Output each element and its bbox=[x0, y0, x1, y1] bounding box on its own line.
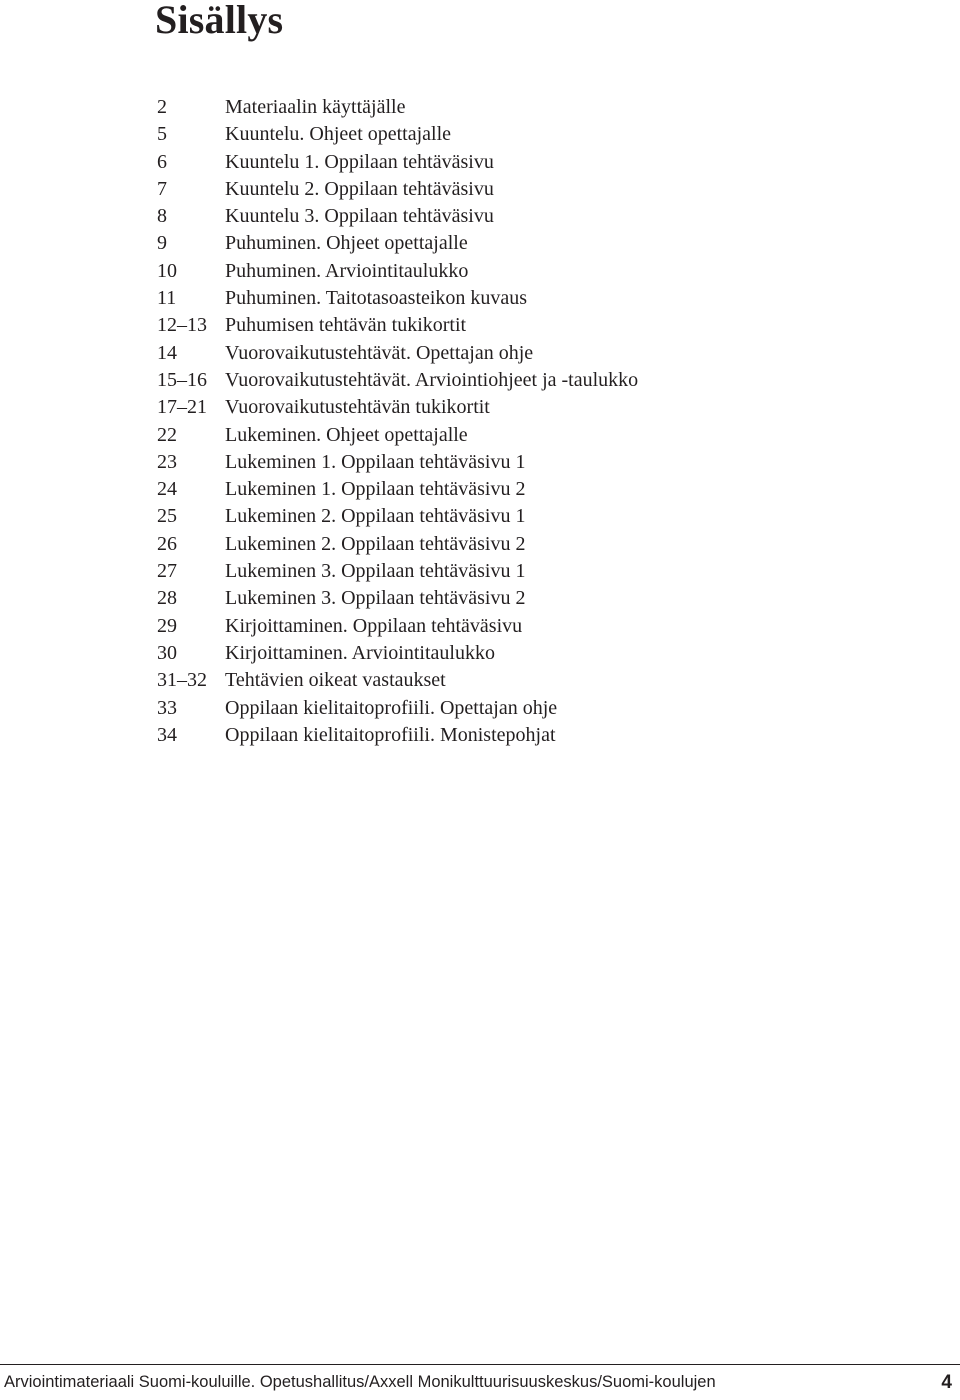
toc-entry bbox=[157, 367, 638, 394]
toc-entry-title: Kuuntelu 3. Oppilaan tehtäväsivu bbox=[225, 205, 494, 228]
toc-entry-title: Lukeminen 2. Oppilaan tehtäväsivu 1 bbox=[225, 505, 526, 528]
toc-entry bbox=[157, 558, 638, 585]
toc-entry-title: Vuorovaikutustehtävät. Opettajan ohje bbox=[225, 341, 534, 364]
toc-entry-title: Puhuminen. Ohjeet opettajalle bbox=[225, 232, 468, 255]
toc-page-number: 26 bbox=[157, 532, 177, 555]
toc-page-number: 6 bbox=[157, 150, 167, 173]
toc-page-number: 11 bbox=[157, 287, 177, 310]
toc-entry bbox=[157, 531, 638, 558]
toc-entry bbox=[157, 667, 638, 694]
toc-entry-title: Kuuntelu 1. Oppilaan tehtäväsivu bbox=[225, 150, 494, 173]
toc-entry-title: Lukeminen 1. Oppilaan tehtäväsivu 2 bbox=[225, 478, 526, 501]
toc-page-number: 30 bbox=[157, 641, 177, 664]
toc-page-number: 28 bbox=[157, 587, 177, 610]
toc-entry-title: Tehtävien oikeat vastaukset bbox=[225, 669, 446, 692]
toc-entry bbox=[157, 312, 638, 339]
toc-entry bbox=[157, 258, 638, 285]
toc-entry bbox=[157, 695, 638, 722]
toc-entry bbox=[157, 94, 638, 121]
toc-entry-title: Kuuntelu. Ohjeet opettajalle bbox=[225, 123, 452, 146]
toc-entry-title: Kirjoittaminen. Oppilaan tehtäväsivu bbox=[225, 614, 523, 637]
toc-entry bbox=[157, 503, 638, 530]
toc-entry bbox=[157, 149, 638, 176]
toc-page-number: 12–13 bbox=[157, 314, 207, 337]
toc-page-number: 15–16 bbox=[157, 368, 207, 391]
toc-entry-title: Materiaalin käyttäjälle bbox=[225, 96, 406, 118]
toc-page-number: 33 bbox=[157, 696, 177, 719]
toc-entry-title: Oppilaan kielitaitoprofiili. Monistepohjat bbox=[225, 723, 556, 746]
toc-page-number: 2 bbox=[157, 96, 167, 118]
toc-entry bbox=[157, 340, 638, 367]
toc-entry-title: Puhuminen. Taitotasoasteikon kuvaus bbox=[225, 287, 528, 310]
footer-text: Arviointimateriaali Suomi-kouluille. Opetushallitus/Axxell Monikulttuurisuuskeskus/Suomi-koulujen bbox=[4, 1373, 716, 1391]
toc-entry-title: Kirjoittaminen. Arviointitaulukko bbox=[225, 641, 495, 664]
table-of-contents bbox=[157, 94, 638, 749]
toc-entry-title: Vuorovaikutustehtävän tukikortit bbox=[225, 396, 490, 419]
toc-page-number: 5 bbox=[157, 123, 167, 146]
toc-entry-title: Puhumisen tehtävän tukikortit bbox=[225, 314, 467, 337]
toc-page-number: 14 bbox=[157, 341, 177, 364]
toc-page-number: 27 bbox=[157, 560, 177, 583]
toc-entry bbox=[157, 613, 638, 640]
toc-page-number: 31–32 bbox=[157, 669, 207, 692]
toc-entry bbox=[157, 176, 638, 203]
footer-page-number: 4 bbox=[941, 1371, 952, 1393]
toc-page-number: 8 bbox=[157, 205, 167, 228]
toc-entry-title: Lukeminen 3. Oppilaan tehtäväsivu 1 bbox=[225, 560, 526, 583]
toc-entry-title: Lukeminen 3. Oppilaan tehtäväsivu 2 bbox=[225, 587, 526, 610]
toc-page-number: 17–21 bbox=[157, 396, 207, 419]
toc-entry bbox=[157, 449, 638, 476]
toc-entry bbox=[157, 230, 638, 257]
toc-entry-title: Oppilaan kielitaitoprofiili. Opettajan ohje bbox=[225, 696, 558, 719]
toc-entry bbox=[157, 285, 638, 312]
page-title: Sisällys bbox=[155, 0, 284, 42]
toc-entry bbox=[157, 121, 638, 148]
toc-entry-title: Lukeminen. Ohjeet opettajalle bbox=[225, 423, 468, 446]
page-footer bbox=[0, 1364, 960, 1400]
toc-page-number: 22 bbox=[157, 423, 177, 446]
toc-entry-title: Kuuntelu 2. Oppilaan tehtäväsivu bbox=[225, 177, 494, 200]
toc-entry-title: Lukeminen 2. Oppilaan tehtäväsivu 2 bbox=[225, 532, 526, 555]
toc-page-number: 10 bbox=[157, 259, 177, 282]
toc-entry bbox=[157, 476, 638, 503]
toc-page-number: 34 bbox=[157, 723, 177, 746]
toc-page-number: 7 bbox=[157, 177, 167, 200]
toc-entry-title: Lukeminen 1. Oppilaan tehtäväsivu 1 bbox=[225, 450, 526, 473]
toc-page-number: 25 bbox=[157, 505, 177, 528]
toc-entry bbox=[157, 203, 638, 230]
toc-entry-title: Puhuminen. Arviointitaulukko bbox=[225, 259, 469, 282]
toc-page-number: 24 bbox=[157, 478, 177, 501]
toc-page-number: 29 bbox=[157, 614, 177, 637]
toc-page-number: 23 bbox=[157, 450, 177, 473]
toc-entry bbox=[157, 640, 638, 667]
toc-entry-title: Vuorovaikutustehtävät. Arviointiohjeet ja -taulukko bbox=[225, 368, 639, 391]
toc-page-number: 9 bbox=[157, 232, 167, 255]
toc-entry bbox=[157, 394, 638, 421]
toc-entry bbox=[157, 585, 638, 612]
toc-entry bbox=[157, 422, 638, 449]
toc-entry bbox=[157, 722, 638, 749]
